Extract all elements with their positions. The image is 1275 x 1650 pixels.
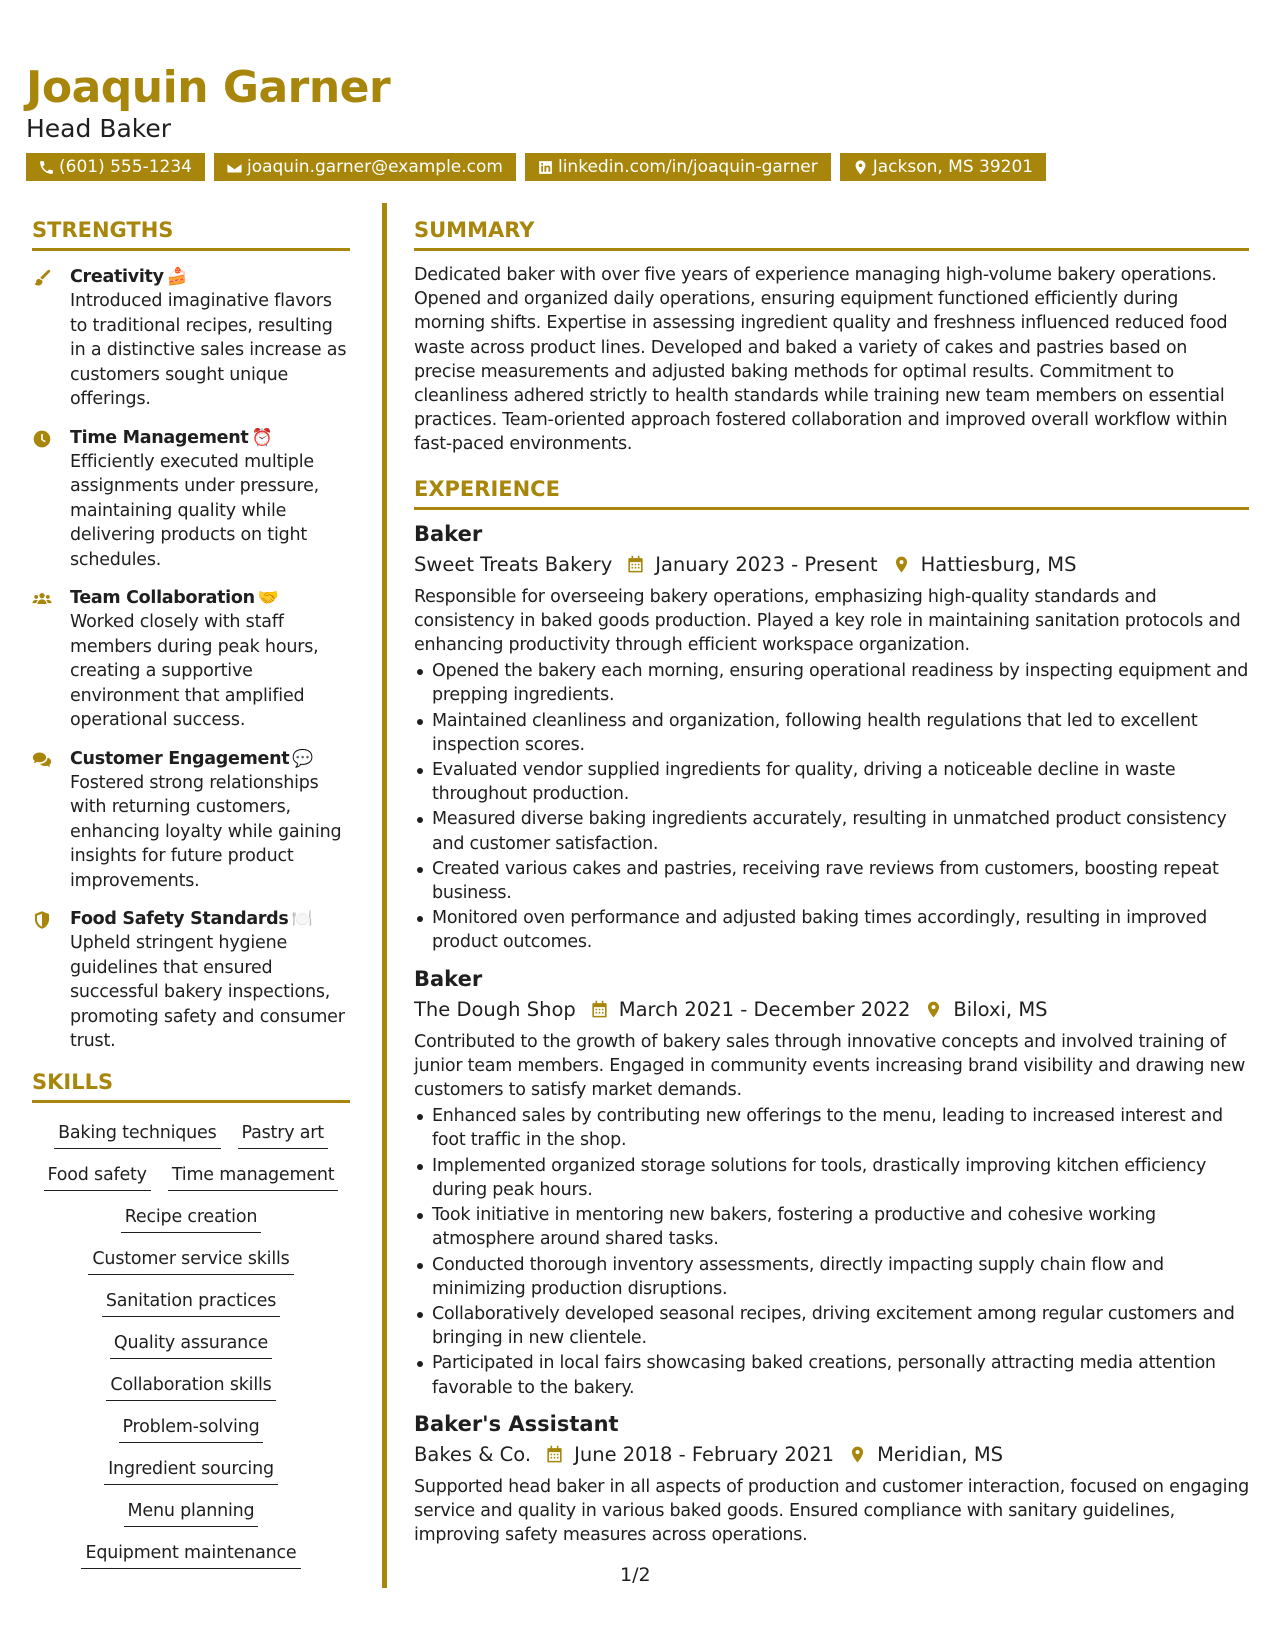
skill-tag: Pastry art xyxy=(238,1121,328,1149)
job-title: Baker's Assistant xyxy=(414,1411,619,1436)
skill-tag: Collaboration skills xyxy=(106,1373,275,1401)
strength-title: Customer Engagement xyxy=(70,748,290,769)
summary-heading: SUMMARY xyxy=(414,216,1249,251)
strength-item xyxy=(32,426,350,573)
cake-emoji-icon: 🍰 xyxy=(166,267,188,287)
list-item: Opened the bakery each morning, ensuring operational readiness by inspecting equipment and prepping ingredients. xyxy=(414,659,1249,707)
skills-section xyxy=(32,1068,350,1569)
paintbrush-icon xyxy=(32,268,52,288)
strength-item xyxy=(32,265,350,412)
contact-bar xyxy=(26,153,1256,181)
contact-email-text: joaquin.garner@example.com xyxy=(246,157,503,177)
skill-tag: Menu planning xyxy=(124,1499,259,1527)
job-location: Hattiesburg, MS xyxy=(920,552,1077,576)
experience-section xyxy=(414,475,1249,1548)
left-column xyxy=(32,216,350,1569)
strength-title: Food Safety Standards xyxy=(70,909,289,929)
job-company: The Dough Shop xyxy=(414,997,576,1021)
strengths-heading: STRENGTHS xyxy=(32,216,350,251)
calendar-icon xyxy=(545,1445,564,1464)
users-icon xyxy=(32,589,52,609)
strength-title: Time Management xyxy=(70,427,249,448)
job-dates: June 2018 - February 2021 xyxy=(574,1442,835,1466)
job-description: Contributed to the growth of bakery sales through innovative concepts and involved training of junior team members. Engaged in community events increasing brand visibility and drawing new customers to satisfy market demands. xyxy=(414,1031,1246,1101)
job-dates: January 2023 - Present xyxy=(655,552,878,576)
candidate-name: Joaquin Garner xyxy=(26,62,391,113)
map-pin-icon xyxy=(924,1000,943,1019)
map-pin-icon xyxy=(892,555,911,574)
contact-linkedin-text: linkedin.com/in/joaquin-garner xyxy=(557,157,818,177)
strengths-section xyxy=(32,216,350,1054)
skill-tag: Sanitation practices xyxy=(102,1289,280,1317)
phone-icon xyxy=(38,159,55,176)
strength-description: Worked closely with staff members during peak hours, creating a supportive environment that amplified operational success. xyxy=(70,612,319,730)
contact-location-text: Jackson, MS 39201 xyxy=(872,157,1034,177)
summary-text: Dedicated baker with over five years of experience managing high-volume bakery operations. Opened and organized daily operations, ensuring equipment functioned efficiently during morning shifts. Expertise in assessing ingredient quality and freshness influenced reduced food waste across product lines. Developed and baked a variety of cakes and pastries based on precise measurements and adjusted baking methods for optimal results. Commitment to cleanliness adhered strictly to health standards while training new team members on essential practices. Team-oriented approach fostered collaboration and improved overall workflow within fast-paced environments. xyxy=(414,265,1228,455)
job-entry xyxy=(414,965,1249,1400)
envelope-icon xyxy=(226,159,243,176)
contact-linkedin[interactable] xyxy=(525,153,831,181)
job-location: Meridian, MS xyxy=(877,1442,1004,1466)
job-bullets xyxy=(414,1104,1249,1399)
skill-tag: Food safety xyxy=(44,1163,151,1191)
skill-tag: Baking techniques xyxy=(54,1121,220,1149)
resume-header xyxy=(26,62,1256,181)
speech-bubble-emoji-icon: 💬 xyxy=(292,748,314,769)
skills-heading: SKILLS xyxy=(32,1068,350,1103)
skill-tag: Quality assurance xyxy=(110,1331,272,1359)
strengths-list xyxy=(32,265,350,1054)
strength-title: Team Collaboration xyxy=(70,588,255,608)
list-item: Implemented organized storage solutions for tools, drastically improving kitchen efficiency during peak hours. xyxy=(414,1154,1249,1202)
skill-tag: Customer service skills xyxy=(88,1247,293,1275)
skills-list xyxy=(32,1121,350,1569)
list-item: Monitored oven performance and adjusted baking times accordingly, resulting in improved product outcomes. xyxy=(414,906,1249,954)
list-item: Took initiative in mentoring new bakers, fostering a productive and cohesive working atmosphere around shared tasks. xyxy=(414,1203,1249,1251)
clock-icon xyxy=(32,429,52,449)
candidate-role: Head Baker xyxy=(26,114,172,143)
job-location: Biloxi, MS xyxy=(953,997,1048,1021)
job-company: Bakes & Co. xyxy=(414,1442,532,1466)
skill-tag: Recipe creation xyxy=(121,1205,262,1233)
list-item: Collaboratively developed seasonal recipes, driving excitement among regular customers and bringing in new clientele. xyxy=(414,1302,1249,1350)
strength-description: Fostered strong relationships with returning customers, enhancing loyalty while gaining insights for future product improvements. xyxy=(70,772,342,891)
strength-item xyxy=(32,586,350,733)
job-title: Baker xyxy=(414,966,483,991)
right-column xyxy=(414,216,1249,1547)
strength-description: Efficiently executed multiple assignments under pressure, maintaining quality while delivering products on tight schedules. xyxy=(70,451,320,570)
job-meta xyxy=(414,1441,1249,1469)
skill-tag: Equipment maintenance xyxy=(81,1541,300,1569)
map-pin-icon xyxy=(848,1445,867,1464)
plate-emoji-icon: 🍽️ xyxy=(291,909,313,929)
strength-description: Upheld stringent hygiene guidelines that ensured successful bakery inspections, promoting safety and consumer trust. xyxy=(70,933,345,1051)
job-bullets xyxy=(414,659,1249,954)
strength-title: Creativity xyxy=(70,267,164,287)
strength-item xyxy=(32,907,350,1054)
alarm-clock-emoji-icon: ⏰ xyxy=(251,427,273,448)
list-item: Maintained cleanliness and organization, following health regulations that led to excellent inspection scores. xyxy=(414,709,1249,757)
list-item: Enhanced sales by contributing new offerings to the menu, leading to increased interest and foot traffic in the shop. xyxy=(414,1104,1249,1152)
job-meta xyxy=(414,996,1249,1024)
strength-description: Introduced imaginative flavors to traditional recipes, resulting in a distinctive sales increase as customers sought unique offerings. xyxy=(70,291,347,409)
shield-icon xyxy=(32,910,52,930)
linkedin-icon xyxy=(537,159,554,176)
job-entry xyxy=(414,1410,1249,1548)
page-number: 1/2 xyxy=(620,1564,651,1586)
job-description: Supported head baker in all aspects of production and customer interaction, focused on engaging service and quality in various baked goods. Ensured compliance with sanitary guidelines, improving safety measures across operations. xyxy=(414,1476,1249,1546)
job-entry xyxy=(414,520,1249,955)
contact-email[interactable] xyxy=(214,153,516,181)
contact-phone-text: (601) 555-1234 xyxy=(59,157,192,177)
handshake-emoji-icon: 🤝 xyxy=(257,588,279,608)
comments-icon xyxy=(32,750,52,770)
experience-heading: EXPERIENCE xyxy=(414,475,1249,510)
list-item: Participated in local fairs showcasing baked creations, personally attracting media attention favorable to the bakery. xyxy=(414,1351,1249,1399)
job-description: Responsible for overseeing bakery operations, emphasizing high-quality standards and consistency in baked goods production. Played a key role in maintaining sanitation protocols and enhancing productivity through efficient workspace organization. xyxy=(414,586,1241,656)
calendar-icon xyxy=(626,555,645,574)
skill-tag: Time management xyxy=(168,1163,339,1191)
list-item: Evaluated vendor supplied ingredients for quality, driving a noticeable decline in waste throughout production. xyxy=(414,758,1249,806)
job-dates: March 2021 - December 2022 xyxy=(618,997,911,1021)
calendar-icon xyxy=(590,1000,609,1019)
skill-tag: Problem-solving xyxy=(119,1415,264,1443)
map-pin-icon xyxy=(852,159,869,176)
list-item: Created various cakes and pastries, receiving rave reviews from customers, boosting repeat business. xyxy=(414,857,1249,905)
contact-location[interactable] xyxy=(840,153,1046,181)
strength-item xyxy=(32,747,350,894)
skill-tag: Ingredient sourcing xyxy=(104,1457,278,1485)
job-title: Baker xyxy=(414,521,483,546)
list-item: Measured diverse baking ingredients accurately, resulting in unmatched product consistency and customer satisfaction. xyxy=(414,807,1249,855)
job-company: Sweet Treats Bakery xyxy=(414,552,613,576)
list-item: Conducted thorough inventory assessments, directly impacting supply chain flow and minimizing production disruptions. xyxy=(414,1253,1249,1301)
column-divider xyxy=(382,203,387,1588)
summary-section xyxy=(414,216,1249,457)
contact-phone[interactable] xyxy=(26,153,205,181)
job-meta xyxy=(414,551,1249,579)
